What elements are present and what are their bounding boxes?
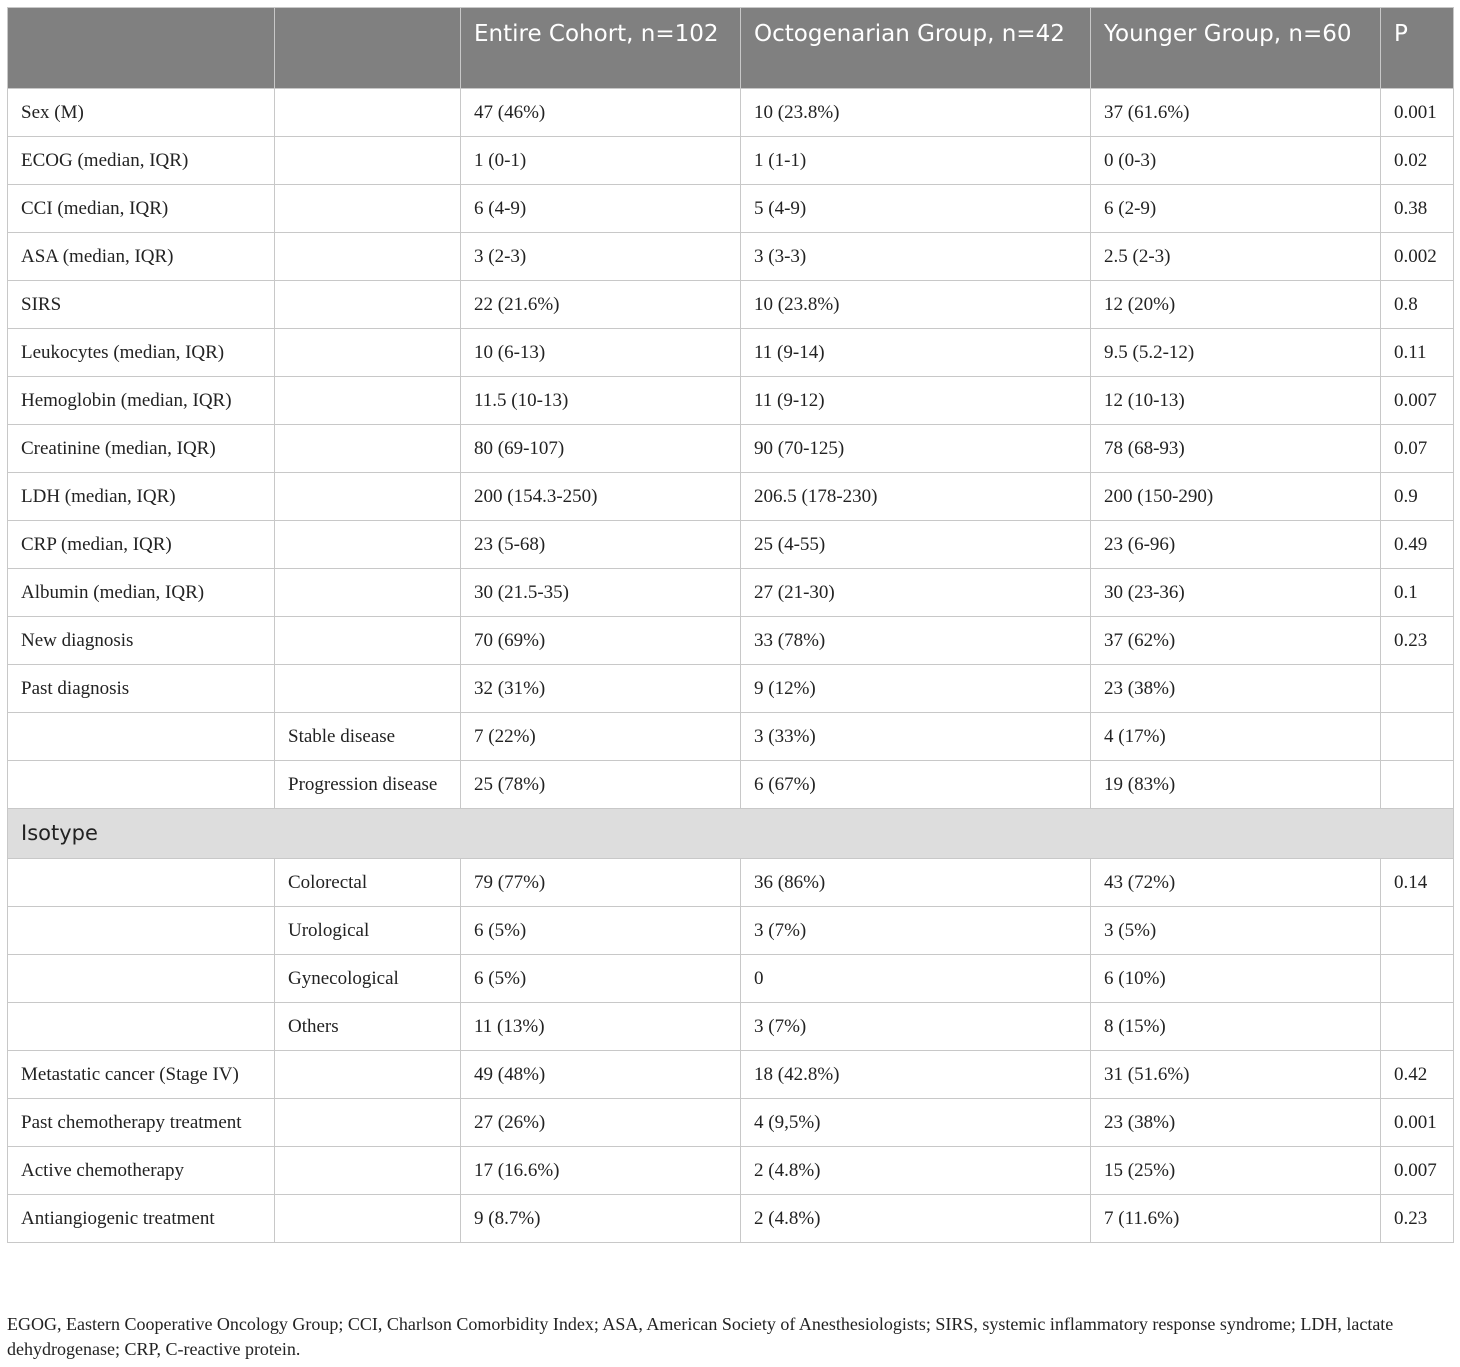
table-cell: 37 (61.6%) bbox=[1091, 89, 1381, 137]
table-cell: 23 (6-96) bbox=[1091, 521, 1381, 569]
table-cell bbox=[275, 1051, 461, 1099]
table-cell: Gynecological bbox=[275, 955, 461, 1003]
table-cell: 22 (21.6%) bbox=[461, 281, 741, 329]
table-cell: Colorectal bbox=[275, 859, 461, 907]
table-cell: New diagnosis bbox=[8, 617, 275, 665]
section-row bbox=[8, 809, 1454, 859]
table-body-bottom bbox=[8, 859, 1454, 1243]
table-cell: Antiangiogenic treatment bbox=[8, 1195, 275, 1243]
table-cell: 23 (38%) bbox=[1091, 665, 1381, 713]
table-cell: LDH (median, IQR) bbox=[8, 473, 275, 521]
table-cell bbox=[8, 713, 275, 761]
table-cell bbox=[275, 1099, 461, 1147]
table-cell: 23 (38%) bbox=[1091, 1099, 1381, 1147]
table-cell bbox=[8, 761, 275, 809]
table-cell: 30 (23-36) bbox=[1091, 569, 1381, 617]
table-cell: 19 (83%) bbox=[1091, 761, 1381, 809]
table-cell: Active chemotherapy bbox=[8, 1147, 275, 1195]
table-cell: 36 (86%) bbox=[741, 859, 1091, 907]
table-row bbox=[8, 665, 1454, 713]
table-row bbox=[8, 569, 1454, 617]
table-cell: Metastatic cancer (Stage IV) bbox=[8, 1051, 275, 1099]
table-cell: 0.38 bbox=[1381, 185, 1454, 233]
table-cell bbox=[1381, 907, 1454, 955]
table-cell: 3 (5%) bbox=[1091, 907, 1381, 955]
table-row bbox=[8, 377, 1454, 425]
header-cell: Younger Group, n=60 bbox=[1091, 8, 1381, 89]
table-cell: 79 (77%) bbox=[461, 859, 741, 907]
table-cell: Albumin (median, IQR) bbox=[8, 569, 275, 617]
table-cell: 31 (51.6%) bbox=[1091, 1051, 1381, 1099]
table-cell: CRP (median, IQR) bbox=[8, 521, 275, 569]
table-row bbox=[8, 907, 1454, 955]
table-row bbox=[8, 713, 1454, 761]
table-cell: 0.9 bbox=[1381, 473, 1454, 521]
table-cell bbox=[275, 89, 461, 137]
table-cell: 0.8 bbox=[1381, 281, 1454, 329]
table-cell: 206.5 (178-230) bbox=[741, 473, 1091, 521]
table-cell: 0.14 bbox=[1381, 859, 1454, 907]
table-cell: 78 (68-93) bbox=[1091, 425, 1381, 473]
table-cell: 4 (9,5%) bbox=[741, 1099, 1091, 1147]
table-cell: 5 (4-9) bbox=[741, 185, 1091, 233]
table-cell: 0.11 bbox=[1381, 329, 1454, 377]
table-cell: 25 (4-55) bbox=[741, 521, 1091, 569]
table-cell: 2 (4.8%) bbox=[741, 1195, 1091, 1243]
table-cell: 12 (20%) bbox=[1091, 281, 1381, 329]
section-label: Isotype bbox=[8, 809, 1454, 859]
table-cell bbox=[275, 377, 461, 425]
table-cell: 9 (8.7%) bbox=[461, 1195, 741, 1243]
table-cell: 6 (5%) bbox=[461, 907, 741, 955]
table-cell: 3 (7%) bbox=[741, 907, 1091, 955]
table-cell: 18 (42.8%) bbox=[741, 1051, 1091, 1099]
table-row bbox=[8, 233, 1454, 281]
table-cell: 2.5 (2-3) bbox=[1091, 233, 1381, 281]
table-row bbox=[8, 89, 1454, 137]
table-cell: 37 (62%) bbox=[1091, 617, 1381, 665]
table-cell: 0.42 bbox=[1381, 1051, 1454, 1099]
table-cell: 27 (21-30) bbox=[741, 569, 1091, 617]
table-row bbox=[8, 521, 1454, 569]
section-body bbox=[8, 809, 1454, 859]
table-cell bbox=[8, 859, 275, 907]
table-cell: 10 (23.8%) bbox=[741, 281, 1091, 329]
table-row bbox=[8, 281, 1454, 329]
table-cell: 70 (69%) bbox=[461, 617, 741, 665]
table-cell: 3 (3-3) bbox=[741, 233, 1091, 281]
table-cell: 1 (1-1) bbox=[741, 137, 1091, 185]
table-cell: 9 (12%) bbox=[741, 665, 1091, 713]
table-cell: 43 (72%) bbox=[1091, 859, 1381, 907]
table-row bbox=[8, 473, 1454, 521]
table-cell: 0 bbox=[741, 955, 1091, 1003]
table-cell: CCI (median, IQR) bbox=[8, 185, 275, 233]
table-cell bbox=[1381, 713, 1454, 761]
header-row bbox=[8, 8, 1454, 89]
table-cell: 27 (26%) bbox=[461, 1099, 741, 1147]
table-cell: 200 (154.3-250) bbox=[461, 473, 741, 521]
table-cell: 1 (0-1) bbox=[461, 137, 741, 185]
table-cell bbox=[275, 1195, 461, 1243]
table-cell: 12 (10-13) bbox=[1091, 377, 1381, 425]
table-cell bbox=[275, 185, 461, 233]
table-cell bbox=[8, 907, 275, 955]
table-cell: 80 (69-107) bbox=[461, 425, 741, 473]
table-cell: 7 (11.6%) bbox=[1091, 1195, 1381, 1243]
header-cell bbox=[8, 8, 275, 89]
header-cell: Entire Cohort, n=102 bbox=[461, 8, 741, 89]
table-row bbox=[8, 1003, 1454, 1051]
table-row bbox=[8, 617, 1454, 665]
table-cell: 0.07 bbox=[1381, 425, 1454, 473]
table-cell: 11 (13%) bbox=[461, 1003, 741, 1051]
table-cell: 7 (22%) bbox=[461, 713, 741, 761]
table-cell: 0.49 bbox=[1381, 521, 1454, 569]
table-cell bbox=[1381, 955, 1454, 1003]
table-cell: 11 (9-14) bbox=[741, 329, 1091, 377]
table-row bbox=[8, 761, 1454, 809]
table-cell bbox=[275, 329, 461, 377]
table-cell: 6 (67%) bbox=[741, 761, 1091, 809]
table-cell: 0.001 bbox=[1381, 89, 1454, 137]
table-cell: 6 (4-9) bbox=[461, 185, 741, 233]
table-cell: 0 (0-3) bbox=[1091, 137, 1381, 185]
table-cell: Others bbox=[275, 1003, 461, 1051]
table-cell: Stable disease bbox=[275, 713, 461, 761]
table-cell: SIRS bbox=[8, 281, 275, 329]
table-cell: Sex (M) bbox=[8, 89, 275, 137]
table-cell: 32 (31%) bbox=[461, 665, 741, 713]
table-cell bbox=[275, 425, 461, 473]
table-row bbox=[8, 329, 1454, 377]
table-cell: 3 (2-3) bbox=[461, 233, 741, 281]
patient-characteristics-table bbox=[7, 7, 1454, 1243]
table-row bbox=[8, 185, 1454, 233]
table-cell: 47 (46%) bbox=[461, 89, 741, 137]
table-cell: 10 (23.8%) bbox=[741, 89, 1091, 137]
table-cell: 0.007 bbox=[1381, 1147, 1454, 1195]
table-cell bbox=[275, 665, 461, 713]
table-body-top bbox=[8, 89, 1454, 809]
table-cell bbox=[275, 281, 461, 329]
table-cell: Past diagnosis bbox=[8, 665, 275, 713]
table-cell: Urological bbox=[275, 907, 461, 955]
table-cell: 17 (16.6%) bbox=[461, 1147, 741, 1195]
table-row bbox=[8, 1099, 1454, 1147]
table-cell: 33 (78%) bbox=[741, 617, 1091, 665]
table-cell: 25 (78%) bbox=[461, 761, 741, 809]
table-cell: 0.1 bbox=[1381, 569, 1454, 617]
table-cell: ASA (median, IQR) bbox=[8, 233, 275, 281]
table-cell bbox=[275, 233, 461, 281]
table-cell bbox=[1381, 1003, 1454, 1051]
table-cell: 6 (5%) bbox=[461, 955, 741, 1003]
table-row bbox=[8, 859, 1454, 907]
table-cell bbox=[1381, 665, 1454, 713]
table-cell: 9.5 (5.2-12) bbox=[1091, 329, 1381, 377]
header-cell: Octogenarian Group, n=42 bbox=[741, 8, 1091, 89]
table-row bbox=[8, 425, 1454, 473]
header-cell bbox=[275, 8, 461, 89]
table-cell: 0.23 bbox=[1381, 617, 1454, 665]
table-cell: 0.02 bbox=[1381, 137, 1454, 185]
table-row bbox=[8, 137, 1454, 185]
table-cell: 6 (2-9) bbox=[1091, 185, 1381, 233]
table-cell: 15 (25%) bbox=[1091, 1147, 1381, 1195]
table-cell: 30 (21.5-35) bbox=[461, 569, 741, 617]
table-cell: 6 (10%) bbox=[1091, 955, 1381, 1003]
table-cell: 90 (70-125) bbox=[741, 425, 1091, 473]
table-cell: 3 (7%) bbox=[741, 1003, 1091, 1051]
table-row bbox=[8, 1147, 1454, 1195]
table-footnote: EGOG, Eastern Cooperative Oncology Group; CCI, Charlson Comorbidity Index; ASA, American Society of Anesthesiologists; SIRS, systemic inflammatory response syndrome; LDH, lactate dehydrogenase; CRP, C-reactive protein. bbox=[7, 1314, 1394, 1359]
table-cell bbox=[275, 569, 461, 617]
table-cell: 2 (4.8%) bbox=[741, 1147, 1091, 1195]
table-cell: Hemoglobin (median, IQR) bbox=[8, 377, 275, 425]
table-cell: 200 (150-290) bbox=[1091, 473, 1381, 521]
table-cell bbox=[275, 521, 461, 569]
table-cell: 10 (6-13) bbox=[461, 329, 741, 377]
table-cell: Past chemotherapy treatment bbox=[8, 1099, 275, 1147]
table-cell: 0.23 bbox=[1381, 1195, 1454, 1243]
table-cell: 0.002 bbox=[1381, 233, 1454, 281]
table-cell: 11.5 (10-13) bbox=[461, 377, 741, 425]
table-cell bbox=[275, 137, 461, 185]
table-cell bbox=[275, 617, 461, 665]
table-cell: 23 (5-68) bbox=[461, 521, 741, 569]
table-cell bbox=[8, 955, 275, 1003]
table-cell bbox=[275, 473, 461, 521]
table-cell: 0.001 bbox=[1381, 1099, 1454, 1147]
table-cell: 8 (15%) bbox=[1091, 1003, 1381, 1051]
header-cell: P bbox=[1381, 8, 1454, 89]
table-cell: 4 (17%) bbox=[1091, 713, 1381, 761]
table-cell: 3 (33%) bbox=[741, 713, 1091, 761]
table-cell bbox=[8, 1003, 275, 1051]
table-row bbox=[8, 1195, 1454, 1243]
table-row bbox=[8, 1051, 1454, 1099]
table-cell: 11 (9-12) bbox=[741, 377, 1091, 425]
table-cell bbox=[1381, 761, 1454, 809]
table-cell: Leukocytes (median, IQR) bbox=[8, 329, 275, 377]
table-cell: ECOG (median, IQR) bbox=[8, 137, 275, 185]
table-cell: 49 (48%) bbox=[461, 1051, 741, 1099]
table-container bbox=[7, 7, 1453, 1243]
table-cell: Progression disease bbox=[275, 761, 461, 809]
table-cell bbox=[275, 1147, 461, 1195]
table-cell: Creatinine (median, IQR) bbox=[8, 425, 275, 473]
table-row bbox=[8, 955, 1454, 1003]
table-cell: 0.007 bbox=[1381, 377, 1454, 425]
